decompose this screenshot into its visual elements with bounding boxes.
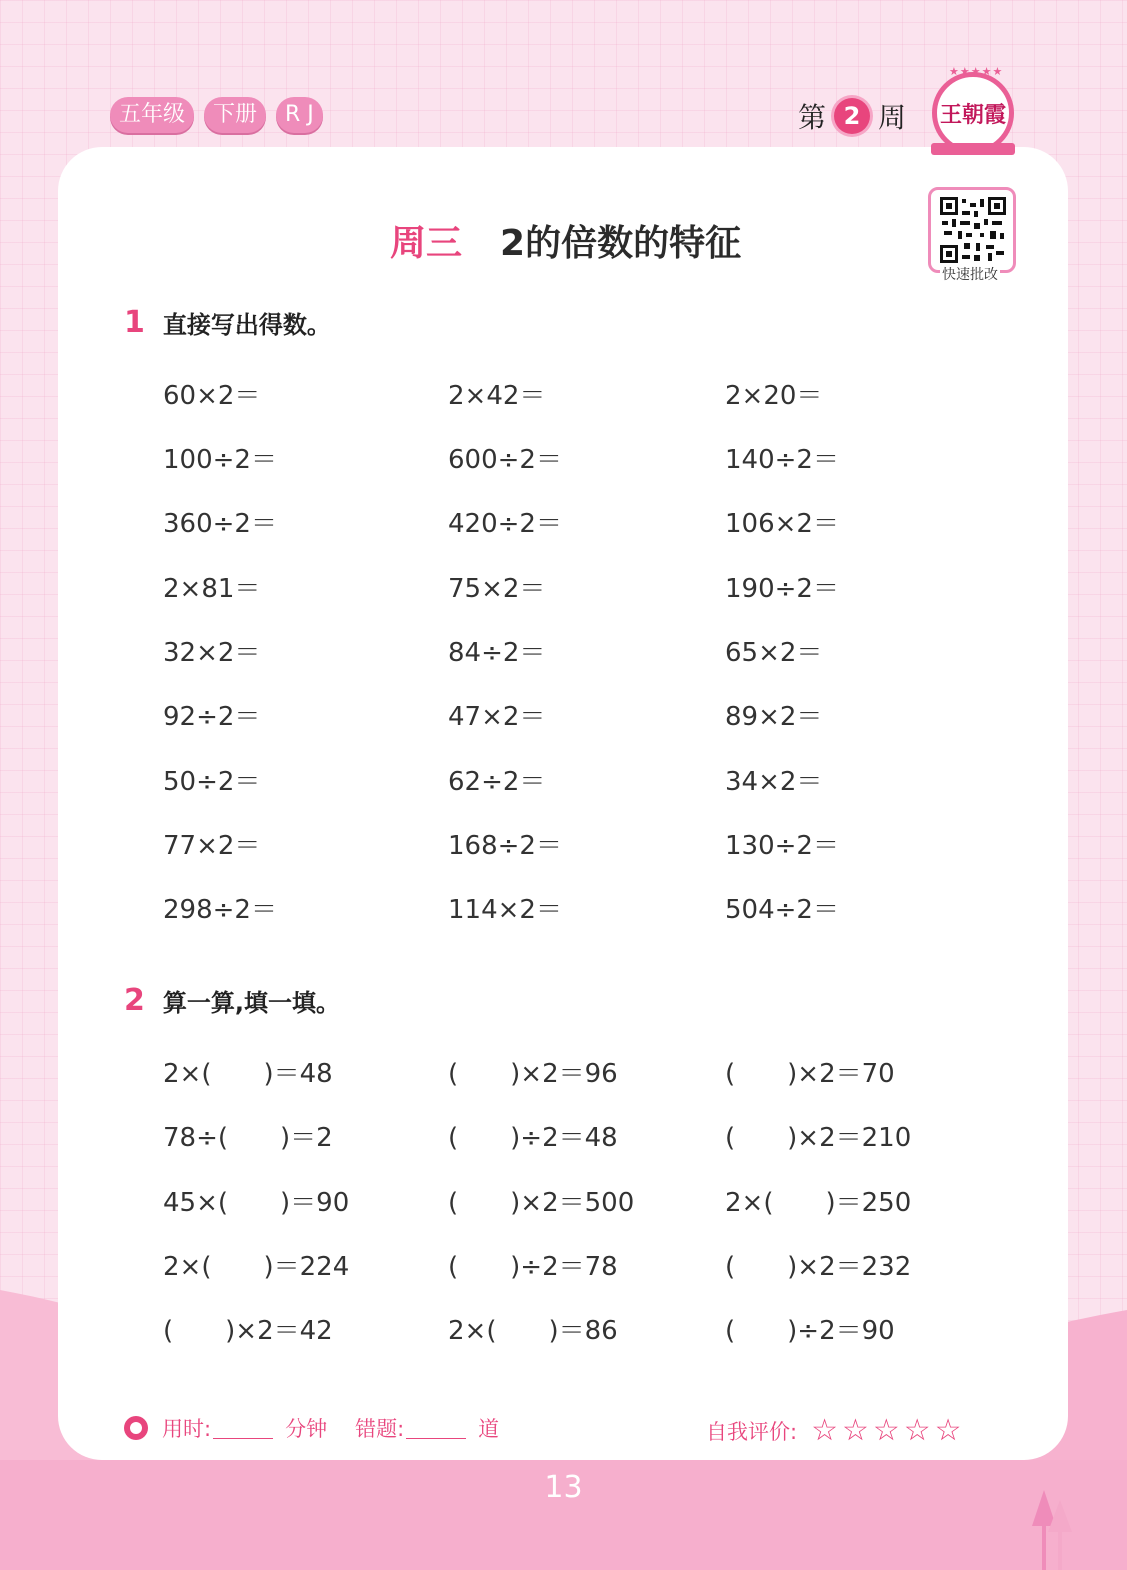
arrow-up-icon — [1030, 1490, 1078, 1570]
problem: 77×2＝ — [163, 831, 261, 861]
problem: 84÷2＝ — [448, 638, 546, 668]
problem: 50÷2＝ — [163, 767, 261, 797]
fill-in-problem[interactable]: 2×( )＝86 — [448, 1316, 618, 1346]
problem: 2×81＝ — [163, 574, 261, 604]
problem: 114×2＝ — [448, 895, 562, 925]
week-number: 2 — [834, 98, 870, 134]
fill-in-problem[interactable]: ( )÷2＝78 — [448, 1252, 618, 1282]
volume-tag: 下册 — [204, 97, 266, 133]
section-1-heading — [124, 305, 331, 340]
title-topic: 2的倍数的特征 — [500, 223, 742, 264]
time-input[interactable] — [213, 1417, 273, 1439]
fill-in-problem[interactable]: 2×( )＝48 — [163, 1059, 333, 1089]
rating-label: 自我评价: — [706, 1419, 798, 1444]
problem: 420÷2＝ — [448, 509, 562, 539]
problem: 168÷2＝ — [448, 831, 562, 861]
problem: 140÷2＝ — [725, 445, 839, 475]
logo-ribbon — [931, 143, 1015, 155]
section-instruction: 算一算,填一填。 — [162, 989, 340, 1017]
fill-in-problem[interactable]: ( )×2＝96 — [448, 1059, 618, 1089]
brand-logo — [932, 65, 1014, 154]
rating-stars-icon[interactable]: ☆☆☆☆☆ — [811, 1413, 966, 1448]
section-2-heading — [124, 983, 340, 1018]
clock-icon — [124, 1416, 148, 1440]
logo-stars-icon: ★★★★★ — [949, 65, 1004, 78]
problem: 106×2＝ — [725, 509, 839, 539]
title-day: 周三 — [390, 223, 463, 264]
fill-in-problem[interactable]: ( )×2＝500 — [448, 1188, 635, 1218]
week-indicator — [798, 96, 906, 136]
section-number: 2 — [124, 983, 145, 1018]
fill-in-problem[interactable]: 78÷( )＝2 — [163, 1123, 333, 1153]
problem: 2×20＝ — [725, 381, 823, 411]
grade-tags — [110, 97, 323, 133]
fill-in-problem[interactable]: ( )×2＝232 — [725, 1252, 912, 1282]
qr-code-icon — [940, 197, 1006, 263]
problem: 65×2＝ — [725, 638, 823, 668]
problem: 32×2＝ — [163, 638, 261, 668]
problem: 34×2＝ — [725, 767, 823, 797]
problem: 60×2＝ — [163, 381, 261, 411]
grade-tag: 五年级 — [110, 97, 194, 133]
page-title — [390, 215, 741, 266]
problem: 600÷2＝ — [448, 445, 562, 475]
fill-in-problem[interactable]: ( )×2＝42 — [163, 1316, 333, 1346]
problem: 75×2＝ — [448, 574, 546, 604]
errors-label: 错题: — [355, 1417, 405, 1441]
errors-unit: 道 — [478, 1417, 500, 1441]
problem: 47×2＝ — [448, 702, 546, 732]
problem: 130÷2＝ — [725, 831, 839, 861]
section-number: 1 — [124, 305, 145, 340]
fill-in-problem[interactable]: 2×( )＝250 — [725, 1188, 912, 1218]
fill-in-problem[interactable]: ( )÷2＝90 — [725, 1316, 895, 1346]
fill-in-problem[interactable]: 45×( )＝90 — [163, 1188, 350, 1218]
problem: 100÷2＝ — [163, 445, 277, 475]
problem: 504÷2＝ — [725, 895, 839, 925]
footer-stats — [124, 1413, 499, 1443]
logo-text: 王朝霞 — [939, 101, 1006, 128]
fill-in-problem[interactable]: ( )÷2＝48 — [448, 1123, 618, 1153]
edition-tag: R J — [276, 97, 323, 133]
errors-input[interactable] — [406, 1417, 466, 1439]
problem: 62÷2＝ — [448, 767, 546, 797]
problem: 190÷2＝ — [725, 574, 839, 604]
self-rating — [706, 1413, 966, 1448]
time-label: 用时: — [162, 1417, 212, 1441]
fill-in-problem[interactable]: ( )×2＝70 — [725, 1059, 895, 1089]
week-suffix: 周 — [878, 101, 907, 134]
problem: 2×42＝ — [448, 381, 546, 411]
problem: 92÷2＝ — [163, 702, 261, 732]
week-prefix: 第 — [798, 101, 827, 134]
fill-in-problem[interactable]: ( )×2＝210 — [725, 1123, 912, 1153]
page-number: 13 — [544, 1470, 583, 1505]
problem: 360÷2＝ — [163, 509, 277, 539]
qr-label: 快速批改 — [940, 264, 1000, 284]
problem: 298÷2＝ — [163, 895, 277, 925]
problem: 89×2＝ — [725, 702, 823, 732]
fill-in-problem[interactable]: 2×( )＝224 — [163, 1252, 350, 1282]
time-unit: 分钟 — [285, 1417, 328, 1441]
qr-code[interactable] — [928, 187, 1016, 273]
section-instruction: 直接写出得数。 — [162, 311, 331, 339]
